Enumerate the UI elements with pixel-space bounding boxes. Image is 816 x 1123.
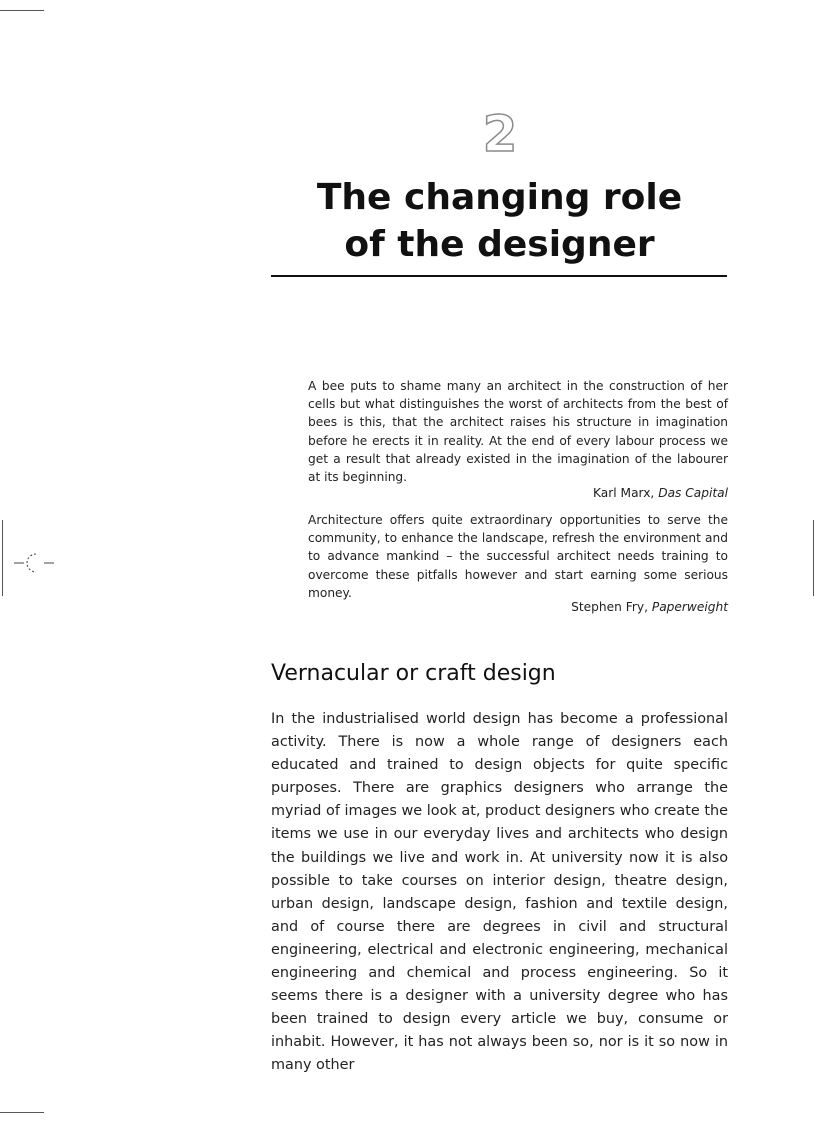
epigraph-quote-2: Architecture offers quite extraordinary opportunities to serve the community, to enhance the landscape, refresh the environment and to advance mankind – the successful architect needs training to overcome these pitfalls however and start earning some serious money. xyxy=(308,513,728,600)
epigraph-attribution-1 xyxy=(308,484,728,502)
epigraph-attribution-2 xyxy=(308,598,728,616)
epigraph-author-2: Stephen Fry, xyxy=(571,600,648,614)
chapter-title xyxy=(272,174,727,268)
registration-mark-icon xyxy=(14,548,54,578)
chapter-title-line-2: of the designer xyxy=(344,224,655,265)
crop-mark-bottom-left xyxy=(0,1112,44,1113)
crop-mark-right xyxy=(813,520,814,596)
chapter-title-line-1: The changing role xyxy=(316,177,683,218)
body-paragraph: In the industrialised world design has become a professional activity. There is now a whole range of designers each educated and trained to design objects for quite specific purposes. There are graphics designers who arrange the myriad of images we look at, product designers who create the items we use in our everyday lives and architects who design the buildings we live and work in. At university now it is also possible to take courses on interior design, theatre design, urban design, landscape design, fashion and textile design, and of course there are degrees in civil and structural engineering, electrical and electronic engineering, mechanical engineering and chemical and process engineering. So it seems there is a designer with a university degree who has been trained to design every article we buy, consume or inhabit. However, it has not always been so, nor is it so now in many other xyxy=(271,711,728,1074)
epigraph-work-1: Das Capital xyxy=(658,486,728,500)
epigraph-work-2: Paperweight xyxy=(651,600,728,614)
epigraph-author-1: Karl Marx, xyxy=(593,486,655,500)
chapter-number-text: 2 xyxy=(482,105,518,163)
section-heading: Vernacular or craft design xyxy=(271,661,556,686)
chapter-number xyxy=(460,104,540,164)
crop-mark-left xyxy=(2,520,3,596)
title-rule-divider xyxy=(271,275,727,277)
epigraph-quote-1: A bee puts to shame many an architect in the construction of her cells but what distinguishes the worst of architects from the best of bees is this, that the architect raises his structure in imagination before he erects it in reality. At the end of every labour process we get a result that already existed in the imagination of the labourer at its beginning. xyxy=(308,379,728,485)
crop-mark-top-left xyxy=(0,10,44,11)
